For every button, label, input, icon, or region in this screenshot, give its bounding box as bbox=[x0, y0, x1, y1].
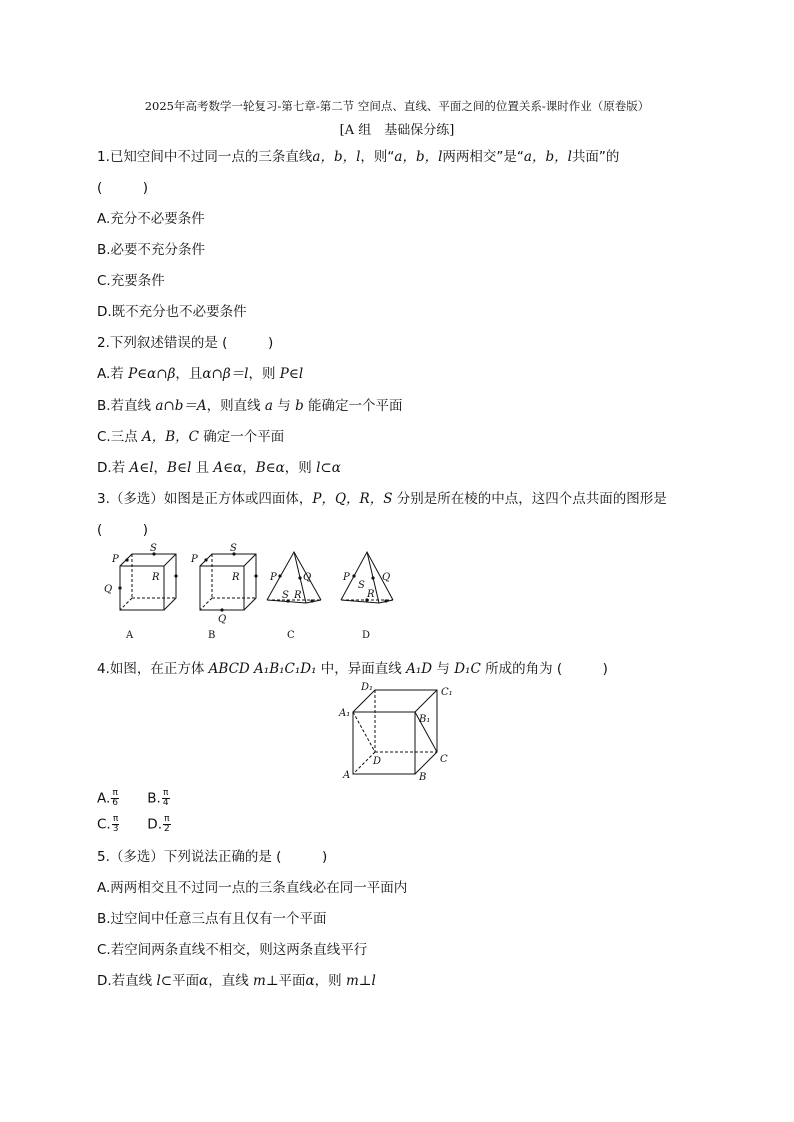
section-heading: [A 组 基础保分练] bbox=[339, 123, 455, 138]
point-label: S bbox=[230, 543, 237, 554]
point-label: S bbox=[282, 590, 289, 601]
point-label: R bbox=[152, 572, 160, 583]
question-4-stem: 4.如图，在正方体 ABCD A₁B₁C₁D₁ 中，异面直线 A₁D 与 D₁C 所成的角为 ( ) bbox=[97, 661, 608, 677]
question-2-option-c: C.三点 A，B，C 确定一个平面 bbox=[97, 429, 285, 445]
point-label: Q bbox=[218, 614, 227, 625]
question-1-stem: 1.已知空间中不过同一点的三条直线a，b，l，则“a，b，l两两相交”是“a，b，l共面”的 bbox=[97, 149, 620, 165]
vertex-label: B₁ bbox=[419, 714, 431, 725]
question-2-option-d: D.若 A∈l，B∈l 且 A∈α，B∈α，则 l⊂α bbox=[97, 460, 341, 476]
vertex-label: D bbox=[373, 756, 382, 767]
question-2-option-b: B.若直线 a∩b＝A，则直线 a 与 b 能确定一个平面 bbox=[97, 398, 403, 414]
question-4-options-row-1 bbox=[97, 789, 193, 808]
figure-label-c: C bbox=[287, 630, 295, 641]
question-1-option-a: A.充分不必要条件 bbox=[97, 211, 205, 227]
question-1-option-d: D.既不充分也不必要条件 bbox=[97, 304, 247, 320]
point-label: S bbox=[150, 543, 157, 554]
question-5-option-a: A.两两相交且不过同一点的三条直线必在同一平面内 bbox=[97, 880, 408, 896]
question-5-option-b: B.过空间中任意三点有且仅有一个平面 bbox=[97, 911, 327, 927]
question-4-option-a: A. $\frac{\pi}{6}$ bbox=[97, 788, 119, 808]
point-label: Q bbox=[303, 572, 312, 583]
question-4-option-d: D. $\frac{\pi}{2}$ bbox=[147, 814, 170, 834]
question-4-option-b: B. $\frac{\pi}{4}$ bbox=[147, 788, 169, 808]
vertex-label: D₁ bbox=[361, 682, 374, 693]
figure-b-cube bbox=[200, 554, 256, 610]
point-label: P bbox=[191, 554, 198, 565]
question-5-option-d: D.若直线 l⊂平面α，直线 m⊥平面α，则 m⊥l bbox=[97, 973, 376, 989]
question-4-options-row-2 bbox=[97, 815, 193, 834]
question-4-option-c: C. $\frac{\pi}{3}$ bbox=[97, 814, 119, 834]
question-2-option-a: A.若 P∈α∩β，且α∩β＝l，则 P∈l bbox=[97, 366, 304, 382]
question-1-option-b: B.必要不充分条件 bbox=[97, 242, 206, 258]
question-5-option-c: C.若空间两条直线不相交，则这两条直线平行 bbox=[97, 942, 368, 958]
vertex-label: A bbox=[343, 770, 351, 781]
question-3-figures bbox=[90, 540, 420, 645]
point-label: R bbox=[232, 572, 240, 583]
vertex-label: B bbox=[419, 772, 427, 783]
point-label: P bbox=[343, 572, 350, 583]
question-1-blank: ( ) bbox=[97, 180, 149, 196]
point-label: P bbox=[112, 554, 119, 565]
question-5-stem: 5.（多选）下列说法正确的是 ( ) bbox=[97, 849, 328, 865]
question-2-stem: 2.下列叙述错误的是 ( ) bbox=[97, 335, 274, 351]
vertex-label: C bbox=[440, 754, 448, 765]
point-label: R bbox=[367, 589, 375, 600]
document-title: 2025年高考数学一轮复习-第七章-第二节 空间点、直线、平面之间的位置关系-课时作业（原卷版） bbox=[144, 99, 650, 113]
figure-label-a: A bbox=[126, 630, 134, 641]
vertex-label: A₁ bbox=[339, 708, 351, 719]
point-label: S bbox=[358, 580, 365, 591]
vertex-label: C₁ bbox=[441, 687, 453, 698]
figure-label-b: B bbox=[208, 630, 216, 641]
point-label: Q bbox=[382, 572, 391, 583]
point-label: Q bbox=[104, 584, 113, 595]
question-3-stem: 3.（多选）如图是正方体或四面体，P，Q，R，S 分别是所在棱的中点，这四个点共面的图形是 bbox=[97, 491, 667, 507]
question-1-option-c: C.充要条件 bbox=[97, 273, 165, 289]
figure-label-d: D bbox=[362, 630, 371, 641]
question-3-blank: ( ) bbox=[97, 522, 149, 538]
point-label: P bbox=[270, 572, 277, 583]
question-4-cube-figure bbox=[335, 680, 465, 785]
point-label: R bbox=[294, 590, 302, 601]
figure-a-cube bbox=[120, 554, 176, 610]
